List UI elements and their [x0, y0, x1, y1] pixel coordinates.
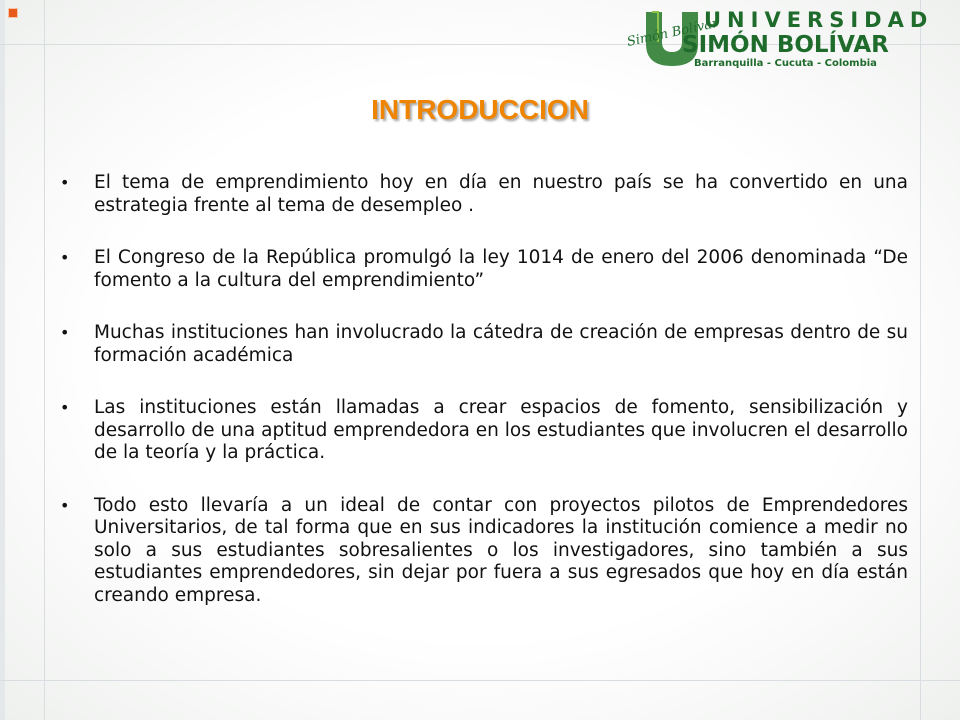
bullet-item [58, 247, 908, 292]
bullet-text: El tema de emprendimiento hoy en día en nuestro país se ha convertido en una estrategia frente al tema de desempleo . [94, 172, 908, 216]
bullet-text: El Congreso de la República promulgó la ley 1014 de enero del 2006 denominada “De fomento a la cultura del emprendimiento” [94, 247, 908, 291]
bullet-item [58, 495, 908, 608]
logo-cities-text: Barranquilla - Cucuta - Colombia [694, 58, 877, 69]
bullet-list [58, 172, 908, 637]
university-logo [625, 6, 934, 72]
bullet-dot-icon: • [60, 248, 70, 267]
bullet-item [58, 172, 908, 217]
bullet-item [58, 322, 908, 367]
bullet-item [58, 397, 908, 465]
bullet-dot-icon: • [60, 323, 70, 342]
corner-square-icon [8, 8, 18, 18]
bullet-text: Muchas instituciones han involucrado la cátedra de creación de empresas dentro de su formación académica [94, 322, 908, 366]
bullet-dot-icon: • [60, 173, 70, 192]
logo-name-text: SIMÓN BOLÍVAR [682, 32, 889, 58]
bottom-guide-line [0, 680, 960, 681]
bullet-text: Las instituciones están llamadas a crear espacios de fomento, sensibilización y desarrollo de una aptitud emprendedora en los estudiantes que involucren el desarrollo de la teoría y la práctica. [94, 397, 908, 463]
bullet-text: Todo esto llevaría a un ideal de contar con proyectos pilotos de Emprendedores Universitarios, de tal forma que en sus indicadores la institución comience a medir no solo a sus estudiantes sobresalientes o los investigadores, sino también a sus estudiantes emprendedores, sin dejar por fuera a sus egresados que hoy en día están creando empresa. [94, 494, 908, 606]
bullet-dot-icon: • [60, 398, 70, 417]
logo-university-text: UNIVERSIDAD [704, 8, 934, 32]
slide-title: INTRODUCCION [371, 94, 589, 125]
svg-text:Simón Bolívar: Simón Bolívar [625, 15, 720, 50]
bullet-dot-icon: • [60, 495, 70, 515]
